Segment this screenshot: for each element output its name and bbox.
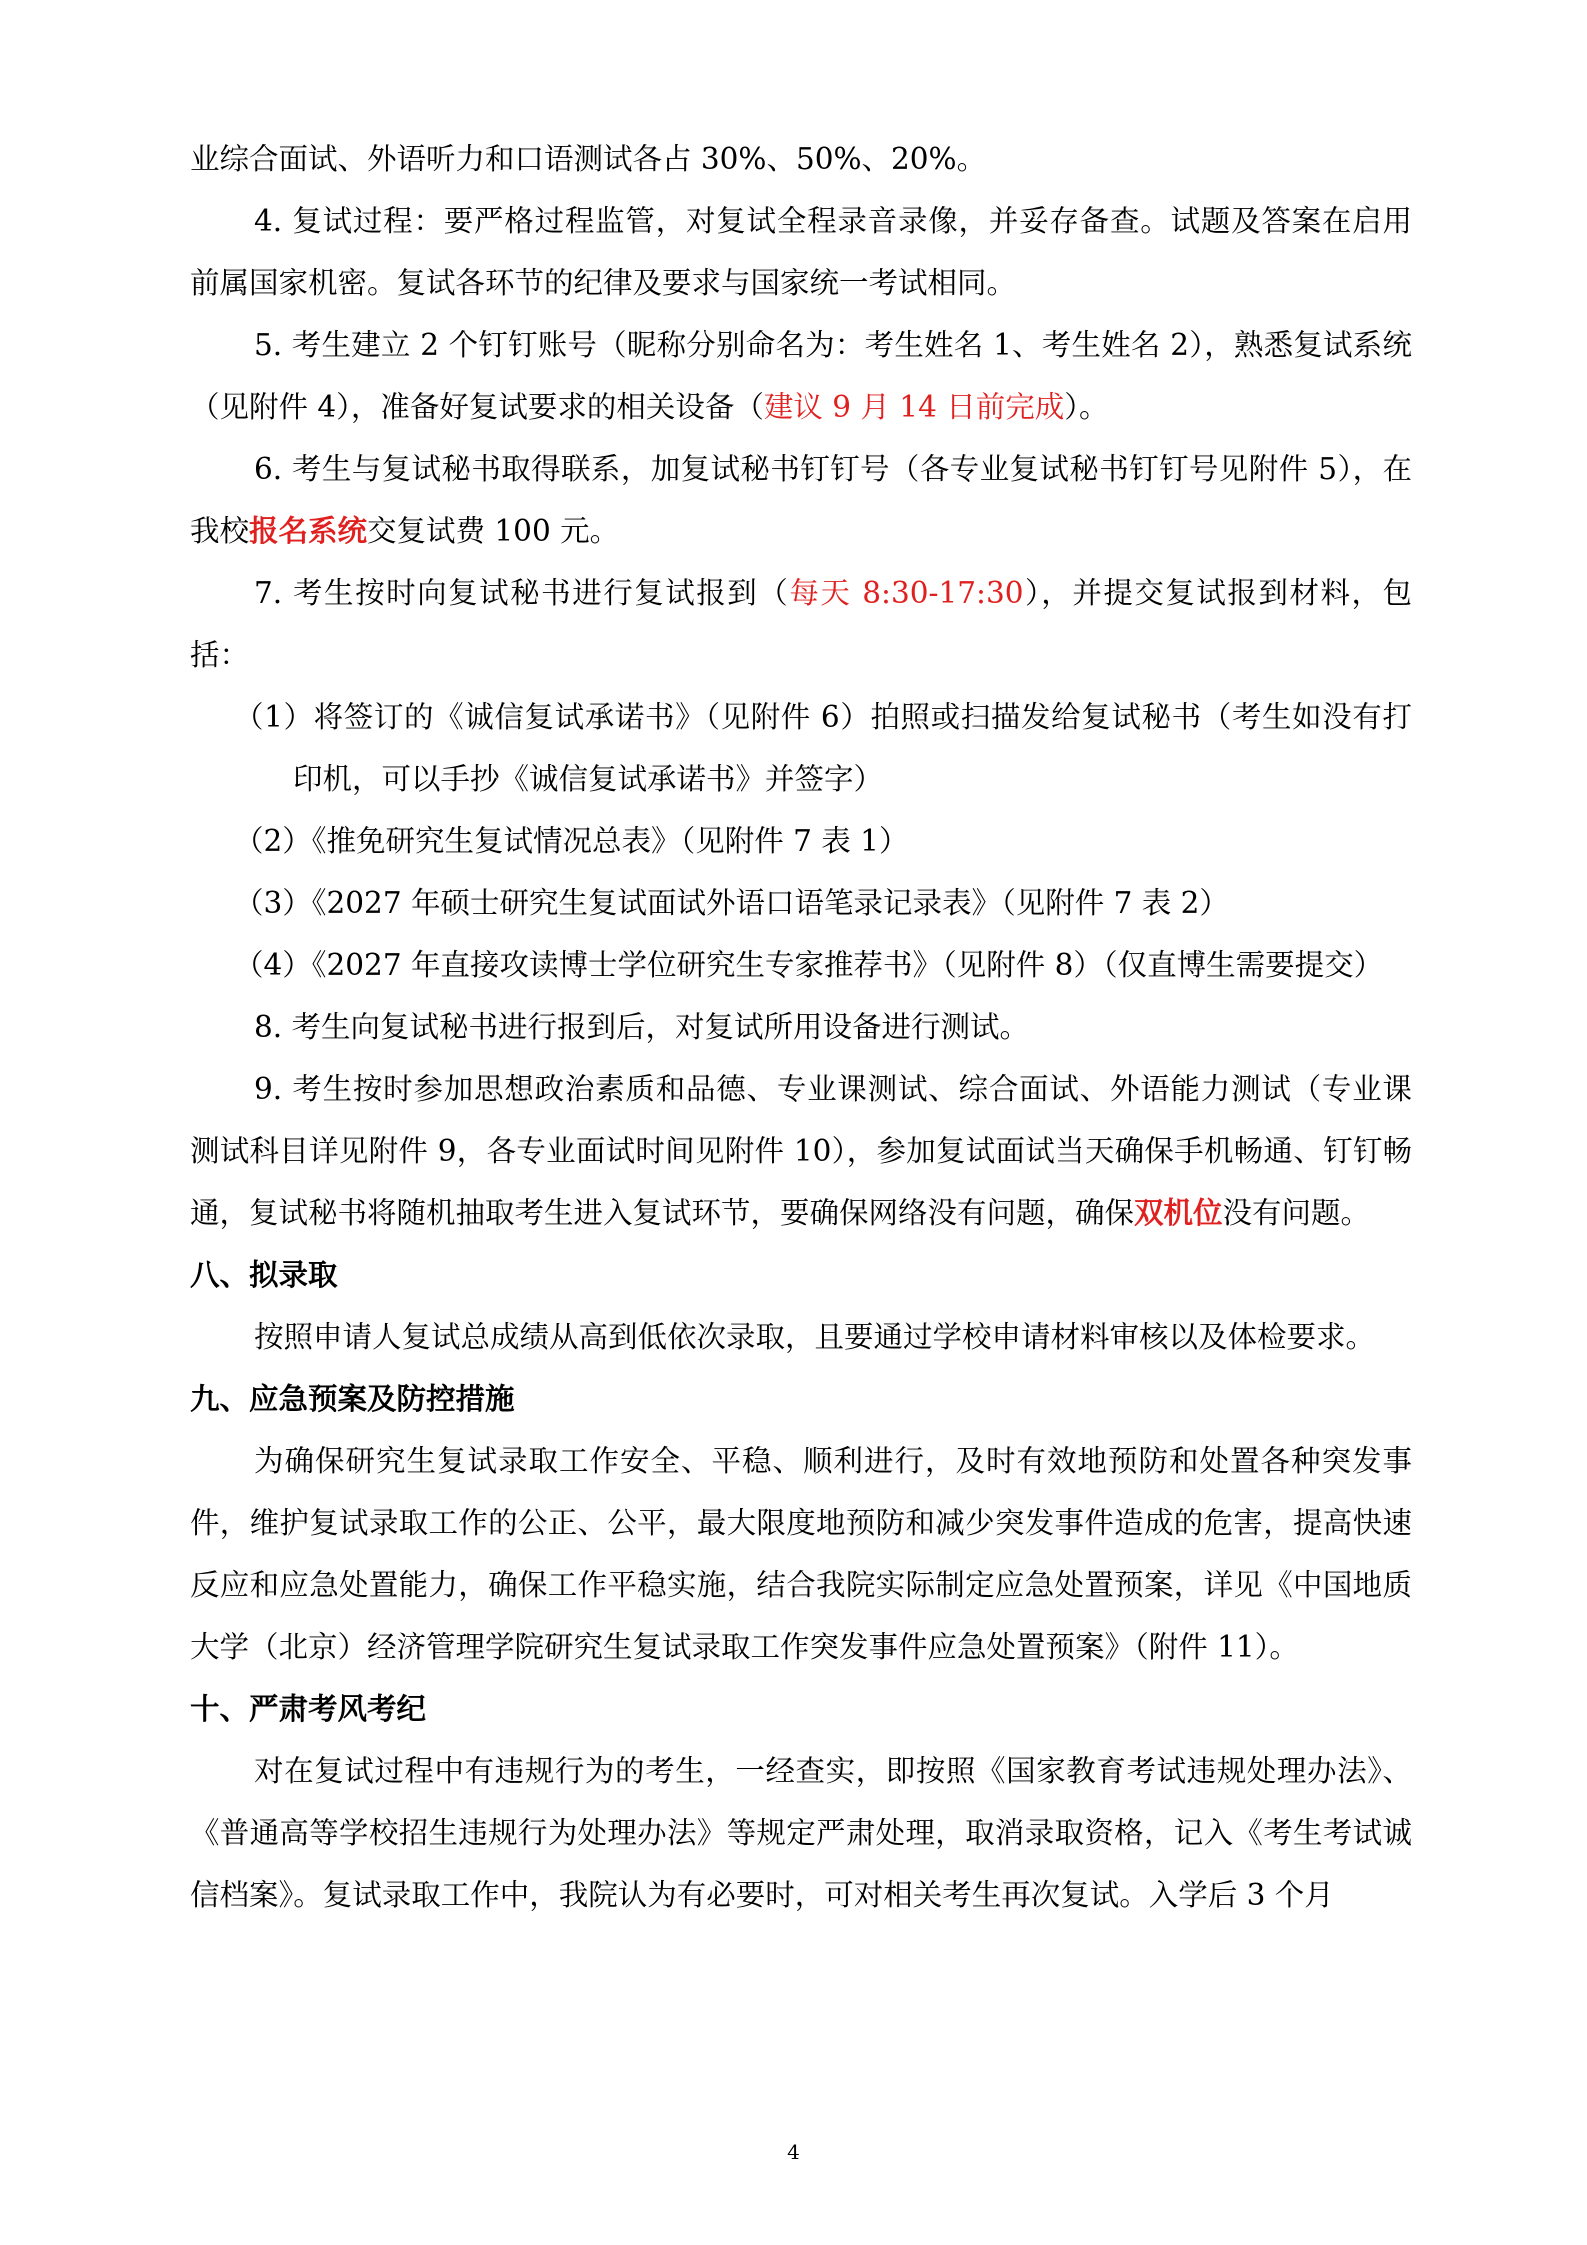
list-item-material-3 [190,872,1412,934]
section-heading-admission: 八、拟录取 [190,1258,338,1292]
highlight-dual-camera: 双机位 [1134,1195,1223,1230]
paragraph-text: 7. 考生按时向复试秘书进行复试报到（ [254,576,790,610]
list-item-text: （2）《推免研究生复试情况总表》（见附件 7 表 1） [234,824,909,858]
paragraph-step-5 [190,314,1412,438]
highlight-deadline: 建议 9 月 14 日前完成 [763,390,1065,424]
paragraph-step-6 [190,438,1412,562]
paragraph-text: 业综合面试、外语听力和口语测试各占 30%、50%、20%。 [190,142,987,176]
paragraph-text: ）。 [1064,390,1109,424]
highlight-registration-system: 报名系统 [249,513,368,548]
page-number: 4 [787,2140,800,2164]
list-item-material-4 [190,934,1412,996]
highlight-daily-hours: 每天 8:30-17:30 [789,576,1024,610]
paragraph-text: 没有问题。 [1222,1196,1371,1230]
paragraph-step-4 [190,190,1412,314]
list-item-text: （4）《2027 年直接攻读博士学位研究生专家推荐书》（见附件 8）（仅直博生需要提交） [234,948,1384,982]
document-body [190,128,1412,1926]
paragraph-text: 为确保研究生复试录取工作安全、平稳、顺利进行，及时有效地预防和处置各种突发事件，维护复试录取工作的公正、公平，最大限度地预防和减少突发事件造成的危害，提高快速反应和应急处置能力，确保工作平稳实施，结合我院实际制定应急处置预案，详见《中国地质大学（北京）经济管理学院研究生复试录取工作突发事件应急处置预案》（附件 11）。 [190,1444,1412,1664]
paragraph-text: 9. 考生按时参加思想政治素质和品德、专业课测试、综合面试、外语能力测试（专业课测试科目详见附件 9，各专业面试时间见附件 10），参加复试面试当天确保手机畅通、钉钉畅通，复试秘书将随机抽取考生进入复试环节，要确保网络没有问题，确保 [190,1072,1412,1230]
list-item-material-2 [190,810,1412,872]
paragraph-discipline [190,1740,1412,1926]
list-item-text: （1）将签订的《诚信复试承诺书》（见附件 6）拍照或扫描发给复试秘书（考生如没有打印机，可以手抄《诚信复试承诺书》并签字） [234,700,1412,796]
paragraph-text: 8. 考生向复试秘书进行报到后，对复试所用设备进行测试。 [254,1010,1030,1044]
paragraph-step-7 [190,562,1412,686]
paragraph-text: 6. 考生与复试秘书取得联系，加复试秘书钉钉号（各专业复试秘书钉钉号见附件 5），在我校 [190,452,1412,548]
paragraph-intro [190,128,1412,190]
paragraph-step-9 [190,1058,1412,1244]
paragraph-text: 交复试费 100 元。 [367,514,620,548]
paragraph-text: 5. 考生建立 2 个钉钉账号（昵称分别命名为：考生姓名 1、考生姓名 2），熟悉复试系统（见附件 4），准备好复试要求的相关设备（ [190,328,1412,424]
section-heading-emergency: 九、应急预案及防控措施 [190,1382,515,1416]
paragraph-text: ），并提交复试报到材料，包括： [190,576,1412,672]
paragraph-step-8 [190,996,1412,1058]
section-heading-discipline: 十、严肃考风考纪 [190,1692,427,1726]
paragraph-admission [190,1306,1412,1368]
list-item-text: （3）《2027 年硕士研究生复试面试外语口语笔录记录表》（见附件 7 表 2） [234,886,1229,920]
list-item-material-1 [190,686,1412,810]
paragraph-emergency [190,1430,1412,1678]
paragraph-text: 对在复试过程中有违规行为的考生，一经查实，即按照《国家教育考试违规处理办法》、《普通高等学校招生违规行为处理办法》等规定严肃处理，取消录取资格，记入《考生考试诚信档案》。复试录取工作中，我院认为有必要时，可对相关考生再次复试。入学后 3 个月 [190,1754,1412,1912]
paragraph-text: 按照申请人复试总成绩从高到低依次录取，且要通过学校申请材料审核以及体检要求。 [254,1320,1376,1354]
paragraph-text: 4. 复试过程：要严格过程监管，对复试全程录音录像，并妥存备查。试题及答案在启用前属国家机密。复试各环节的纪律及要求与国家统一考试相同。 [190,204,1412,300]
